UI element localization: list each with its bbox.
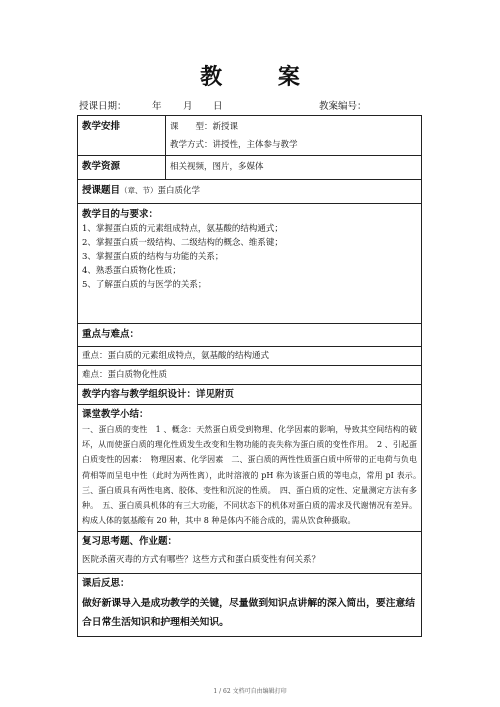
summary-row [78,405,422,532]
resources-row [78,156,422,180]
objective-item: 3、掌握蛋白质的结构与功能的关系； [82,252,224,262]
resources-label: 教学资源 [82,161,121,172]
topic-row [78,180,422,204]
method-line [170,138,417,152]
key-points-row [78,324,422,385]
reflection-label: 课后反思： [82,578,130,590]
reflection-row [78,574,422,637]
summary-text: 一、蛋白质的变性 1 、概念：天然蛋白质受到物理、化学因素的影响，导致其空间结构的破坏，从而使蛋白质的理化性质发生改变和生物功能的丧失称为蛋白质的变性作用。 2 、引起蛋白质变性的因素： 物理因素、化学因素 二、蛋白质的两性性质蛋白质中所带的正电荷与负电荷相等而呈电中性（此时为两性离），此时溶液的 pH 称为该蛋白质的等电点，常用 pI 表示。 三、蛋白质具有两性电离、胶体、变性和沉淀的性质。 四、蛋白质的定性、定量测定方法有多种。 五、蛋白质具机体的有三大功能，不同状态下的机体对蛋白质的需求及代谢情况有差异。构成人体的氨基酸有 20 种，其中 8 种是体内不能合成的，需从饮食种摄取。 [82,425,425,526]
difficult-point: 难点：蛋白质物化性质 [78,365,421,384]
day-label: 日 [213,101,223,112]
content-design-row [78,385,422,405]
review-label: 复习思考题、作业题： [82,536,178,548]
objective-item: 2、掌握蛋白质一级结构、二级结构的概念、维系键； [82,238,283,248]
topic-label: 授课题目 [82,185,121,196]
review-question: 医院杀菌灭毒的方式有哪些？这些方式和蛋白质变性有何关系？ [82,555,321,566]
course-type-value: 新授课 [212,122,239,132]
summary-label: 课堂教学小结： [82,409,149,420]
method-label: 教学方式： [170,140,213,150]
month-label: 月 [183,101,193,112]
key-points-label: 重点与难点： [82,329,140,340]
method-value: 讲授性，主体参与教学 [212,140,298,150]
arrangement-row [78,116,422,156]
plan-number-label: 教案编号： [319,101,367,112]
objectives-label: 教学目的与要求： [82,209,159,220]
course-type-line [170,120,417,134]
page-footer: 1 / 62 文档可自由编辑打印 [213,688,287,695]
resources-value: 相关视频，图片，多媒体 [170,162,264,172]
lesson-plan-table [77,115,425,637]
objective-item: 4、熟悉蛋白质物化性质； [82,266,181,276]
topic-value: 蛋白质化学 [157,186,201,196]
course-type-label: 课 型： [170,122,213,132]
review-row [78,532,422,574]
key-point: 重点：蛋白质的元素组成特点，氨基酸的结构通式 [78,346,421,365]
reflection-text: 做好新课导入是成功教学的关键，尽量做到知识点讲解的深入简出，要注意结合日常生活知识和护理相关知识。 [82,598,416,629]
objectives-row [78,204,422,324]
objective-item: 5、了解蛋白质的与医学的关系； [82,280,207,290]
date-label: 授课日期： [79,101,127,112]
arrangement-label: 教学安排 [82,121,121,132]
page-title: 教 案 [200,64,324,90]
year-label: 年 [152,101,162,112]
topic-note: （章、节） [120,186,158,195]
content-design-label: 教学内容与教学组织设计：详见附页 [82,389,235,400]
objective-item: 1、掌握蛋白质的元素组成特点，氨基酸的结构通式； [82,224,283,234]
